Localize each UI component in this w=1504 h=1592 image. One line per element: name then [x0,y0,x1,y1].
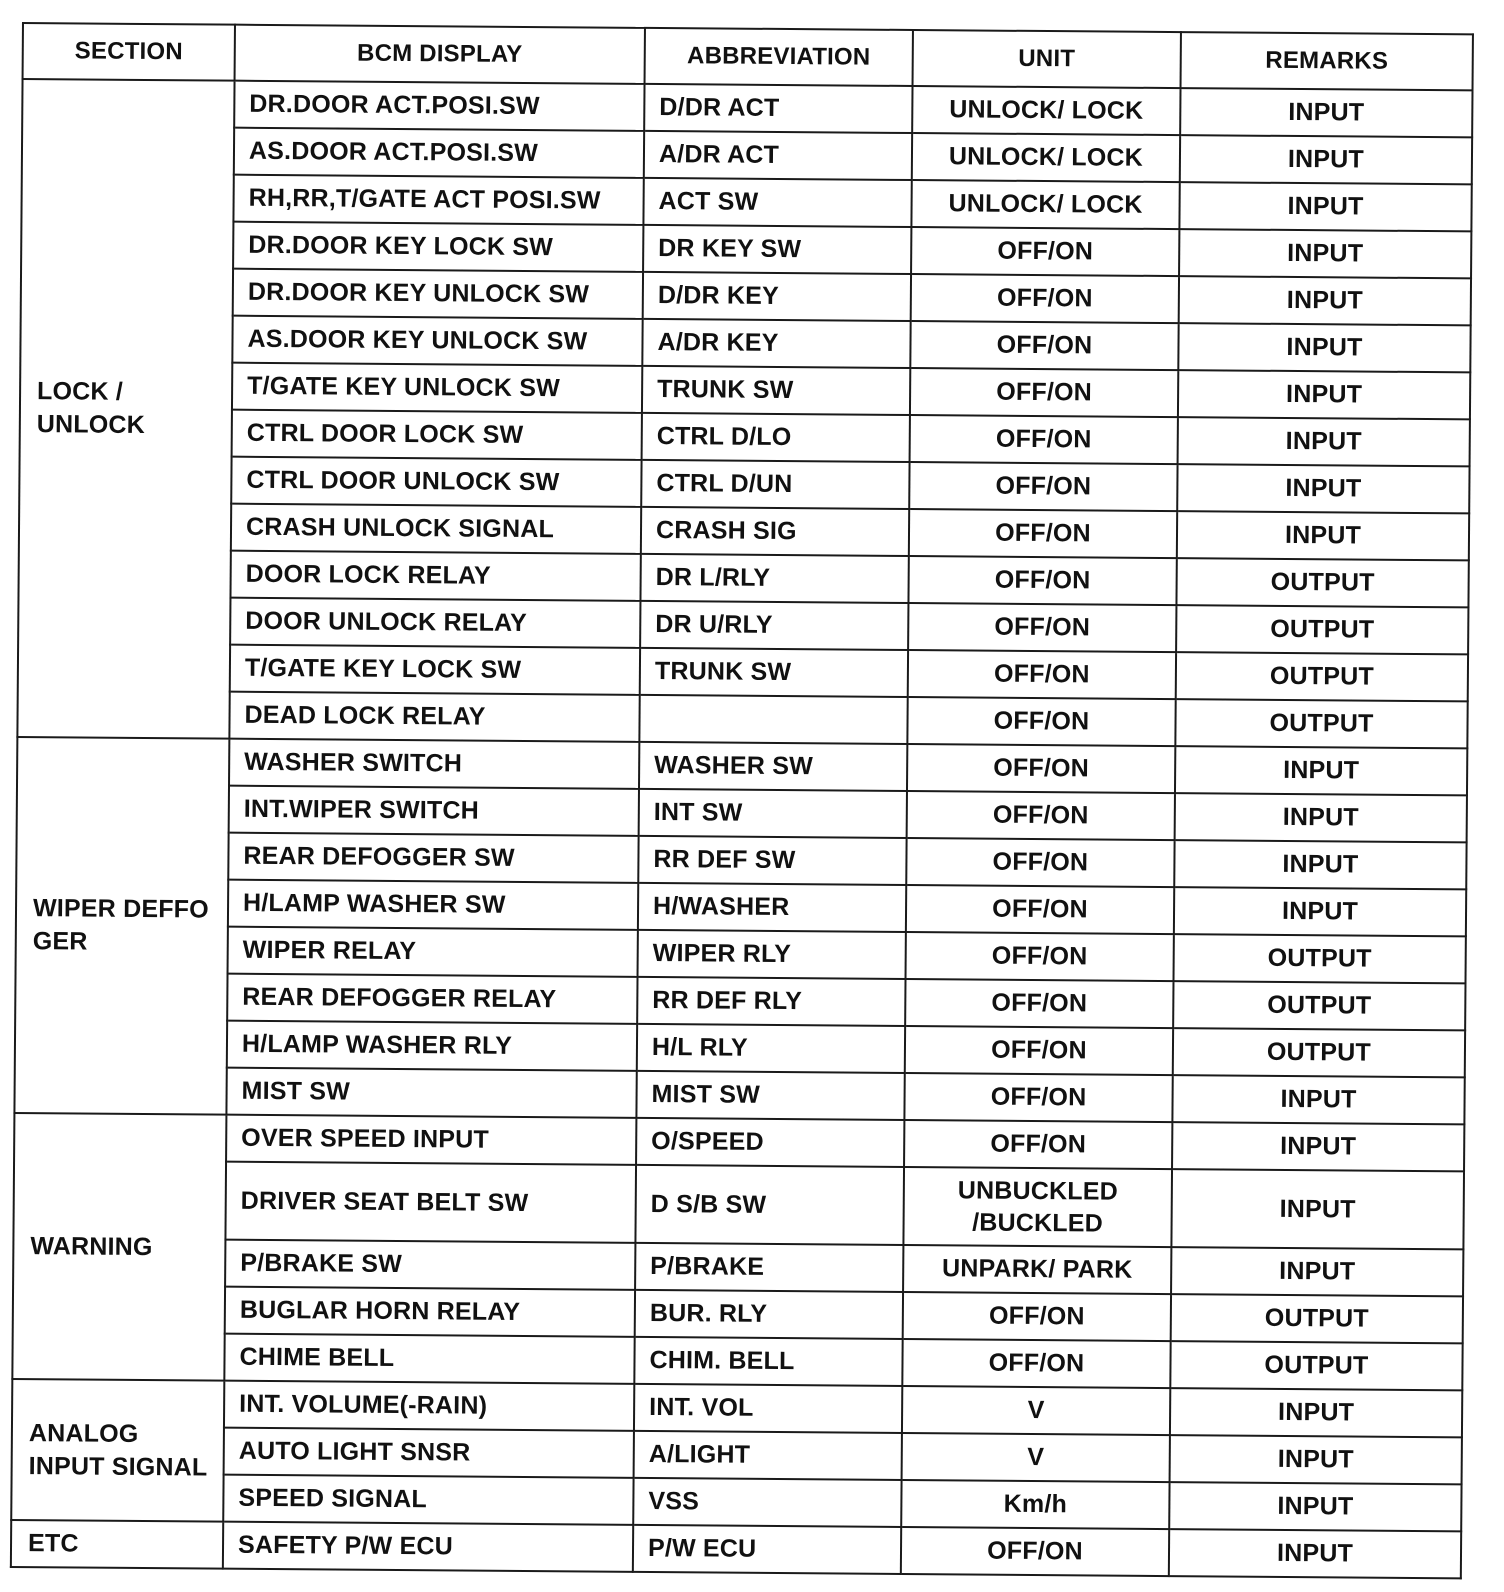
bcm-display-cell: REAR DEFOGGER SW [228,833,638,883]
section-cell: WIPER DEFFO GER [14,737,229,1115]
bcm-data-sheet [10,22,1472,1579]
bcm-display-cell: SPEED SIGNAL [223,1475,633,1525]
abbreviation-cell: CTRL D/LO [642,413,910,462]
abbreviation-cell: BUR. RLY [635,1290,903,1339]
abbreviation-cell: CHIM. BELL [634,1337,902,1386]
unit-cell: OFF/ON [901,1527,1169,1576]
remarks-cell: INPUT [1177,511,1469,560]
bcm-display-cell: INT. VOLUME(-RAIN) [224,1381,634,1431]
remarks-cell: OUTPUT [1170,1341,1462,1390]
bcm-display-cell: RH,RR,T/GATE ACT POSI.SW [233,175,643,225]
unit-cell: OFF/ON [908,603,1176,652]
unit-cell: OFF/ON [911,227,1179,276]
remarks-cell: OUTPUT [1174,934,1466,983]
unit-cell: OFF/ON [906,885,1174,934]
unit-cell: V [902,1433,1170,1482]
header-abbreviation: ABBREVIATION [645,28,913,86]
bcm-display-cell: DR.DOOR KEY LOCK SW [233,222,643,272]
unit-cell: OFF/ON [906,838,1174,887]
abbreviation-cell: P/BRAKE [635,1243,903,1292]
bcm-display-cell: OVER SPEED INPUT [226,1115,636,1165]
unit-cell: UNLOCK/ LOCK [912,133,1180,182]
unit-cell: OFF/ON [904,1120,1172,1169]
abbreviation-cell: CTRL D/UN [641,460,909,509]
bcm-display-cell: P/BRAKE SW [225,1240,635,1290]
header-section: SECTION [23,23,235,81]
abbreviation-cell: TRUNK SW [640,648,908,697]
bcm-display-cell: CRASH UNLOCK SIGNAL [231,504,641,554]
remarks-cell: INPUT [1169,1529,1461,1578]
remarks-cell: OUTPUT [1176,605,1468,654]
remarks-cell: INPUT [1180,88,1472,137]
remarks-cell: OUTPUT [1176,558,1468,607]
remarks-cell: INPUT [1175,746,1467,795]
remarks-cell: INPUT [1174,887,1466,936]
bcm-display-cell: T/GATE KEY LOCK SW [230,645,640,695]
remarks-cell: INPUT [1179,229,1471,278]
abbreviation-cell: H/L RLY [637,1024,905,1073]
bcm-display-cell: H/LAMP WASHER SW [228,880,638,930]
abbreviation-cell: D/DR KEY [643,272,911,321]
remarks-cell: INPUT [1174,840,1466,889]
unit-cell: Km/h [901,1480,1169,1529]
unit-cell: UNPARK/ PARK [903,1245,1171,1294]
unit-cell: OFF/ON [909,509,1177,558]
bcm-display-cell: H/LAMP WASHER RLY [227,1021,637,1071]
bcm-display-cell: DOOR LOCK RELAY [230,551,640,601]
bcm-display-cell: T/GATE KEY UNLOCK SW [232,363,642,413]
abbreviation-cell: WIPER RLY [638,930,906,979]
bcm-display-cell: AUTO LIGHT SNSR [224,1428,634,1478]
bcm-display-cell: DOOR UNLOCK RELAY [230,598,640,648]
abbreviation-cell: RR DEF SW [638,836,906,885]
remarks-cell: OUTPUT [1176,652,1468,701]
abbreviation-cell: O/SPEED [636,1118,904,1167]
abbreviation-cell: D/DR ACT [644,84,912,133]
unit-cell: OFF/ON [902,1339,1170,1388]
header-remarks: REMARKS [1181,32,1473,90]
unit-cell: OFF/ON [907,744,1175,793]
abbreviation-cell: TRUNK SW [642,366,910,415]
bcm-display-cell: INT.WIPER SWITCH [229,786,639,836]
remarks-cell: OUTPUT [1173,1028,1465,1077]
remarks-cell: OUTPUT [1171,1294,1463,1343]
bcm-display-cell: REAR DEFOGGER RELAY [227,974,637,1024]
abbreviation-cell: D S/B SW [635,1165,904,1245]
abbreviation-cell: H/WASHER [638,883,906,932]
unit-cell: OFF/ON [907,791,1175,840]
remarks-cell: INPUT [1177,464,1469,513]
header-unit: UNIT [913,30,1181,88]
abbreviation-cell: P/W ECU [633,1525,901,1574]
bcm-display-cell: WIPER RELAY [228,927,638,977]
bcm-display-cell: DRIVER SEAT BELT SW [225,1162,636,1243]
remarks-cell: INPUT [1171,1169,1464,1249]
abbreviation-cell: ACT SW [643,178,911,227]
abbreviation-cell [639,695,907,744]
unit-cell: OFF/ON [908,650,1176,699]
abbreviation-cell: INT. VOL [634,1384,902,1433]
abbreviation-cell: RR DEF RLY [637,977,905,1026]
abbreviation-cell: DR KEY SW [643,225,911,274]
unit-cell: OFF/ON [904,1073,1172,1122]
bcm-display-cell: DR.DOOR ACT.POSI.SW [234,81,644,131]
unit-cell: OFF/ON [907,697,1175,746]
header-bcm-display: BCM DISPLAY [235,25,645,84]
section-cell: WARNING [12,1113,226,1381]
remarks-cell: INPUT [1170,1388,1462,1437]
remarks-cell: INPUT [1180,135,1472,184]
abbreviation-cell: A/DR ACT [644,131,912,180]
bcm-display-cell: CHIME BELL [224,1334,634,1384]
unit-cell: UNBUCKLED /BUCKLED [903,1167,1172,1247]
abbreviation-cell: WASHER SW [639,742,907,791]
abbreviation-cell: MIST SW [636,1071,904,1120]
unit-cell: UNLOCK/ LOCK [911,180,1179,229]
unit-cell: OFF/ON [905,1026,1173,1075]
remarks-cell: INPUT [1178,417,1470,466]
unit-cell: OFF/ON [910,415,1178,464]
abbreviation-cell: INT SW [639,789,907,838]
bcm-display-cell: CTRL DOOR LOCK SW [232,410,642,460]
unit-cell: OFF/ON [906,932,1174,981]
abbreviation-cell: A/LIGHT [634,1431,902,1480]
unit-cell: OFF/ON [909,462,1177,511]
bcm-display-cell: MIST SW [226,1068,636,1118]
remarks-cell: INPUT [1172,1122,1464,1171]
unit-cell: OFF/ON [910,368,1178,417]
remarks-cell: INPUT [1169,1482,1461,1531]
unit-cell: V [902,1386,1170,1435]
remarks-cell: INPUT [1178,323,1470,372]
remarks-cell: INPUT [1175,793,1467,842]
remarks-cell: INPUT [1170,1435,1462,1484]
remarks-cell: OUTPUT [1173,981,1465,1030]
unit-cell: OFF/ON [911,274,1179,323]
unit-cell: OFF/ON [908,556,1176,605]
unit-cell: OFF/ON [910,321,1178,370]
remarks-cell: INPUT [1171,1247,1463,1296]
unit-cell: UNLOCK/ LOCK [912,86,1180,135]
table-row [11,1520,1461,1578]
bcm-display-table [10,22,1474,1579]
table-row [13,1160,1464,1249]
bcm-display-cell: CTRL DOOR UNLOCK SW [231,457,641,507]
abbreviation-cell: CRASH SIG [641,507,909,556]
bcm-display-cell: AS.DOOR KEY UNLOCK SW [232,316,642,366]
unit-cell: OFF/ON [905,979,1173,1028]
section-cell: ETC [11,1520,223,1569]
remarks-cell: INPUT [1178,370,1470,419]
section-cell: LOCK / UNLOCK [17,79,234,739]
bcm-display-cell: DR.DOOR KEY UNLOCK SW [233,269,643,319]
abbreviation-cell: DR U/RLY [640,601,908,650]
table-body [11,79,1473,1578]
bcm-display-cell: SAFETY P/W ECU [223,1522,633,1572]
abbreviation-cell: DR L/RLY [640,554,908,603]
section-cell: ANALOG INPUT SIGNAL [11,1379,224,1522]
unit-cell: OFF/ON [903,1292,1171,1341]
remarks-cell: INPUT [1172,1075,1464,1124]
abbreviation-cell: VSS [633,1478,901,1527]
remarks-cell: OUTPUT [1175,699,1467,748]
bcm-display-cell: AS.DOOR ACT.POSI.SW [234,128,644,178]
bcm-display-cell: WASHER SWITCH [229,739,639,789]
bcm-display-cell: DEAD LOCK RELAY [229,692,639,742]
remarks-cell: INPUT [1179,182,1471,231]
abbreviation-cell: A/DR KEY [642,319,910,368]
remarks-cell: INPUT [1179,276,1471,325]
bcm-display-cell: BUGLAR HORN RELAY [225,1287,635,1337]
